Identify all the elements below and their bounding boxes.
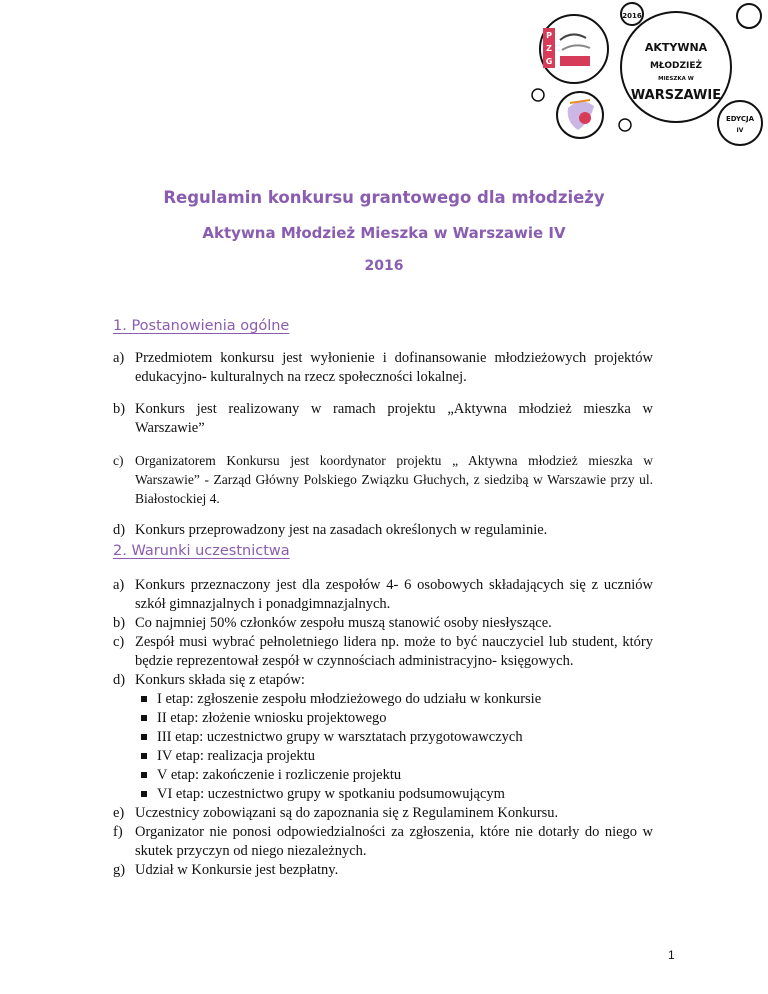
stages-list bbox=[135, 690, 653, 804]
list-item bbox=[113, 451, 653, 508]
list-item bbox=[113, 671, 653, 804]
logo-line2: MŁODZIEŻ bbox=[649, 61, 703, 71]
item-text: Przedmiotem konkursu jest wyłonienie i dofinansowanie młodzieżowych projektów edukacyjno- kulturalnych na rzecz społeczności lokalnej. bbox=[135, 350, 653, 385]
project-logo bbox=[520, 0, 768, 160]
item-text: Organizator nie ponosi odpowiedzialności za zgłoszenia, które nie dotarły do niego w skutek przyczyn od niego niezależnych. bbox=[135, 824, 653, 859]
item-text: Uczestnicy zobowiązani są do zapoznania się z Regulaminem Konkursu. bbox=[135, 805, 559, 821]
item-text: Zespół musi wybrać pełnoletniego lidera np. może to być nauczyciel lub student, który będzie reprezentował zespół w czynnościach administracyjno- księgowych. bbox=[135, 634, 653, 669]
list-item bbox=[113, 861, 653, 880]
stage-item: VI etap: uczestnictwo grupy w spotkaniu podsumowującym bbox=[141, 785, 653, 804]
logo-year: 2016 bbox=[622, 12, 642, 20]
svg-text:G: G bbox=[545, 57, 553, 66]
item-letter: a) bbox=[113, 577, 125, 593]
item-letter: b) bbox=[113, 615, 126, 631]
item-letter: e) bbox=[113, 805, 125, 821]
item-letter: d) bbox=[113, 672, 126, 688]
item-text: Co najmniej 50% członków zespołu muszą stanowić osoby niesłyszące. bbox=[135, 615, 552, 631]
item-letter: g) bbox=[113, 862, 126, 878]
document-year: 2016 bbox=[364, 258, 404, 274]
svg-text:Z: Z bbox=[546, 44, 552, 53]
item-text: Konkurs jest realizowany w ramach projektu „Aktywna młodzież mieszka w Warszawie” bbox=[135, 401, 653, 436]
stage-item: I etap: zgłoszenie zespołu młodzieżowego do udziału w konkursie bbox=[141, 690, 653, 709]
svg-text:P: P bbox=[546, 31, 552, 40]
logo-edition-line1: EDYCJA bbox=[725, 115, 755, 123]
document-title: Regulamin konkursu grantowego dla młodzieży bbox=[163, 188, 605, 207]
section2-heading: 2. Warunki uczestnictwa bbox=[113, 543, 290, 559]
document-subtitle: Aktywna Młodzież Mieszka w Warszawie IV bbox=[202, 224, 566, 242]
stage-item: IV etap: realizacja projektu bbox=[141, 747, 653, 766]
stage-item: III etap: uczestnictwo grupy w warsztatach przygotowawczych bbox=[141, 728, 653, 747]
section1-heading: 1. Postanowienia ogólne bbox=[113, 318, 290, 334]
list-item bbox=[113, 400, 653, 438]
section2-list bbox=[113, 576, 653, 880]
list-item bbox=[113, 633, 653, 671]
item-text: Konkurs składa się z etapów: bbox=[135, 672, 305, 688]
item-letter: c) bbox=[113, 634, 125, 650]
logo-edition-line2: IV bbox=[736, 127, 744, 134]
page-number: 1 bbox=[668, 948, 675, 962]
item-text: Udział w Konkursie jest bezpłatny. bbox=[135, 862, 339, 878]
list-item bbox=[113, 804, 653, 823]
item-text: Konkurs przeprowadzony jest na zasadach określonych w regulaminie. bbox=[135, 522, 548, 538]
item-text: Konkurs przeznaczony jest dla zespołów 4- 6 osobowych składających się z uczniów szkół gimnazjalnych i ponadgimnazjalnych. bbox=[135, 577, 653, 612]
item-letter: b) bbox=[113, 401, 126, 417]
section1-list bbox=[113, 349, 653, 553]
stage-item: V etap: zakończenie i rozliczenie projektu bbox=[141, 766, 653, 785]
list-item bbox=[113, 576, 653, 614]
item-letter: c) bbox=[113, 453, 124, 468]
logo-line4: WARSZAWIE bbox=[630, 88, 722, 103]
logo-line1: AKTYWNA bbox=[644, 41, 708, 54]
list-item bbox=[113, 349, 653, 387]
list-item bbox=[113, 823, 653, 861]
item-letter: d) bbox=[113, 522, 126, 538]
list-item bbox=[113, 614, 653, 633]
item-text: Organizatorem Konkursu jest koordynator projektu „ Aktywna młodzież mieszka w Warszawie” - Zarząd Główny Polskiego Związku Głuchych, z siedzibą w Warszawie przy ul. Białostockiej 4. bbox=[135, 453, 653, 506]
list-item bbox=[113, 521, 653, 540]
logo-line3: MIESZKA W bbox=[658, 76, 694, 82]
item-letter: a) bbox=[113, 350, 125, 366]
item-letter: f) bbox=[113, 824, 123, 840]
stage-item: II etap: złożenie wniosku projektowego bbox=[141, 709, 653, 728]
